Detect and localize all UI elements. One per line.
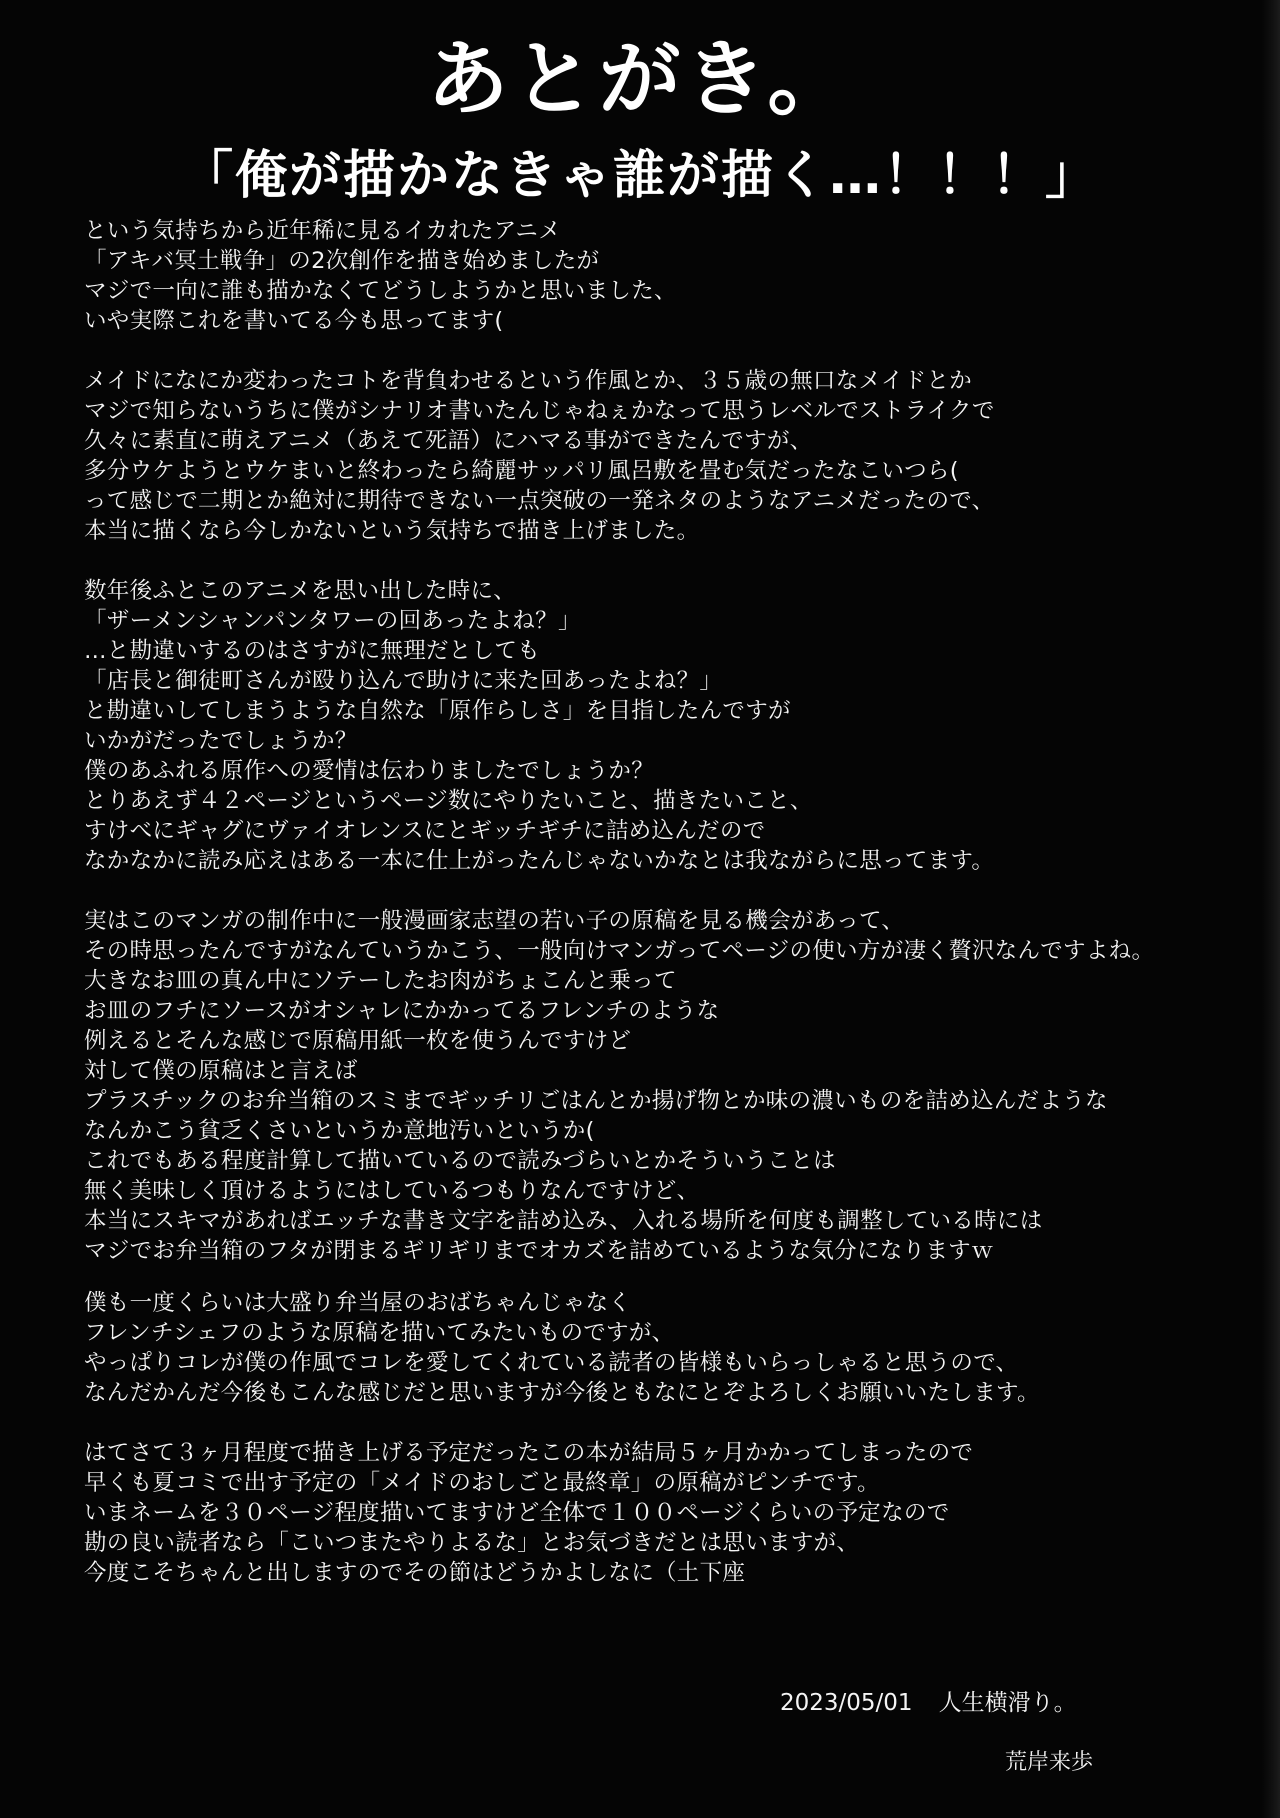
text-line: いまネームを３０ページ程度描いてますけど全体で１００ページくらいの予定なので <box>84 1500 950 1526</box>
text-line: 本当に描くなら今しかないという気持ちで描き上げました。 <box>84 518 700 544</box>
paragraph <box>84 216 1244 336</box>
text-line: 実はこのマンガの制作中に一般漫画家志望の若い子の原稿を見る機会があって、 <box>84 908 905 934</box>
text-line: って感じで二期とか絶対に期待できない一点突破の一発ネタのようなアニメだったので、 <box>84 488 995 514</box>
text-line: やっぱりコレが僕の作風でコレを愛してくれている読者の皆様もいらっしゃると思うので、 <box>84 1350 1019 1376</box>
afterword-body <box>84 216 1244 1618</box>
text-line: 「店長と御徒町さんが殴り込んで助けに来た回あったよね？」 <box>84 668 723 694</box>
page-title: あとがき。 <box>426 32 854 127</box>
text-line: なんかこう貧乏くさいというか意地汚いというか( <box>84 1118 595 1144</box>
text-line: お皿のフチにソースがオシャレにかかってるフレンチのような <box>84 998 720 1024</box>
text-line: という気持ちから近年稀に見るイカれたアニメ <box>84 218 562 244</box>
page-subtitle: 「俺が描かなきゃ誰が描く…！！！」 <box>180 146 1099 206</box>
paragraph <box>84 366 1244 546</box>
signature-date-line <box>780 1688 1077 1718</box>
text-line: その時思ったんですがなんていうかこう、一般向けマンガってページの使い方が凄く贅沢なんですよね。 <box>84 938 1155 964</box>
paragraph <box>84 906 1244 1266</box>
text-line: これでもある程度計算して描いているので読みづらいとかそういうことは <box>84 1148 836 1174</box>
signature-note: 人生横滑り。 <box>938 1690 1077 1716</box>
text-line: とりあえず４２ページというページ数にやりたいこと、描きたいこと、 <box>84 788 813 814</box>
paragraph <box>84 576 1244 876</box>
text-line: 例えるとそんな感じで原稿用紙一枚を使うんですけど <box>84 1028 632 1054</box>
text-line: 対して僕の原稿はと言えば <box>84 1058 358 1084</box>
paragraph <box>84 1438 1244 1588</box>
text-line: 久々に素直に萌えアニメ（あえて死語）にハマる事ができたんですが、 <box>84 428 813 454</box>
text-line: 僕も一度くらいは大盛り弁当屋のおばちゃんじゃなく <box>84 1290 632 1316</box>
signature-date: 2023/05/01 <box>780 1690 913 1716</box>
text-line: すけべにギャグにヴァイオレンスにとギッチギチに詰め込んだので <box>84 818 766 844</box>
paragraph <box>84 1288 1244 1408</box>
text-line: はてさて３ヶ月程度で描き上げる予定だったこの本が結局５ヶ月かかってしまったので <box>84 1440 974 1466</box>
text-line: 「ザーメンシャンパンタワーの回あったよね？」 <box>84 608 581 634</box>
page-edge <box>1262 0 1280 1818</box>
text-line: なかなかに読み応えはある一本に仕上がったんじゃないかなとは我ながらに思ってます。 <box>84 848 995 874</box>
text-line: マジでお弁当箱のフタが閉まるギリギリまでオカズを詰めているような気分になりますｗ <box>84 1238 994 1264</box>
text-line: 早くも夏コミで出す予定の「メイドのおしごと最終章」の原稿がピンチです。 <box>84 1470 880 1496</box>
text-line: 本当にスキマがあればエッチな書き文字を詰め込み、入れる場所を何度も調整している時には <box>84 1208 1043 1234</box>
text-line: いかがだったでしょうか？ <box>84 728 358 754</box>
author-name: 荒岸来歩 <box>1005 1750 1094 1775</box>
text-line: なんだかんだ今後もこんな感じだと思いますが今後ともなにとぞよろしくお願いいたします。 <box>84 1380 1040 1406</box>
text-line: 今度こそちゃんと出しますのでその節はどうかよしなに（土下座 <box>84 1560 746 1586</box>
text-line: 「アキバ冥土戦争」の2次創作を描き始めましたが <box>84 248 600 274</box>
text-line: 多分ウケようとウケまいと終わったら綺麗サッパリ風呂敷を畳む気だったなこいつら( <box>84 458 959 484</box>
text-line: と勘違いしてしまうような自然な「原作らしさ」を目指したんですが <box>84 698 791 724</box>
text-line: 勘の良い読者なら「こいつまたやりよるな」とお気づきだとは思いますが、 <box>84 1530 860 1556</box>
text-line: 僕のあふれる原作への愛情は伝わりましたでしょうか？ <box>84 758 655 784</box>
text-line: フレンチシェフのような原稿を描いてみたいものですが、 <box>84 1320 675 1346</box>
text-line: マジで知らないうちに僕がシナリオ書いたんじゃねぇかなって思うレベルでストライクで <box>84 398 995 424</box>
text-line: マジで一向に誰も描かなくてどうしようかと思いました、 <box>84 278 677 304</box>
text-line: メイドになにか変わったコトを背負わせるという作風とか、３５歳の無口なメイドとか <box>84 368 973 394</box>
text-line: いや実際これを書いてる今も思ってます( <box>84 308 504 334</box>
text-line: プラスチックのお弁当箱のスミまでギッチリごはんとか揚げ物とか味の濃いものを詰め込んだような <box>84 1088 1108 1114</box>
text-line: 大きなお皿の真ん中にソテーしたお肉がちょこんと乗って <box>84 968 677 994</box>
text-line: 無く美味しく頂けるようにはしているつもりなんですけど、 <box>84 1178 700 1204</box>
text-line: 数年後ふとこのアニメを思い出した時に、 <box>84 578 517 604</box>
text-line: …と勘違いするのはさすがに無理だとしても <box>84 638 541 664</box>
